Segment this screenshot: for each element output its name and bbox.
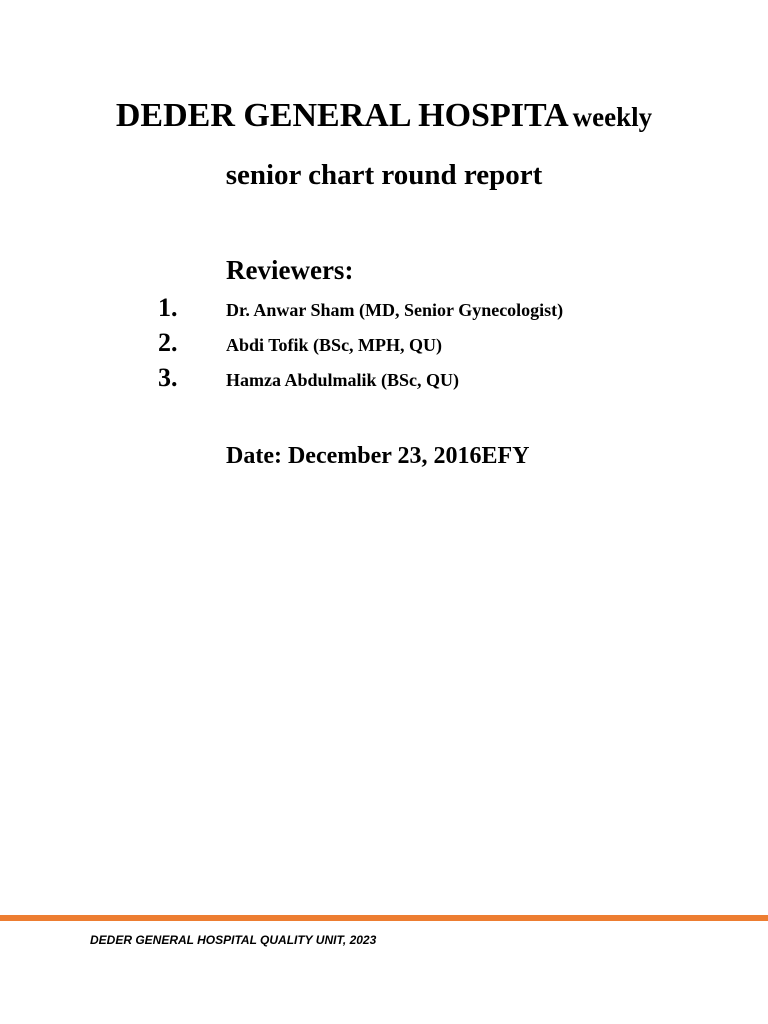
reviewers-heading: Reviewers: — [226, 255, 354, 285]
title-main: DEDER GENERAL HOSPITA — [115, 97, 569, 134]
reviewer-name: Dr. Anwar Sham (MD, Senior Gynecologist) — [226, 300, 564, 320]
reviewer-number: 1. — [158, 293, 178, 322]
reviewer-name: Abdi Tofik (BSc, MPH, QU) — [226, 335, 443, 355]
reviewer-number: 2. — [158, 328, 178, 357]
title-suffix: weekly — [572, 102, 653, 132]
document-subtitle: senior chart round report — [225, 159, 543, 191]
footer-divider — [0, 915, 768, 921]
report-date: Date: December 23, 2016EFY — [226, 443, 530, 469]
footer-text: DEDER GENERAL HOSPITAL QUALITY UNIT, 2023 — [90, 933, 377, 947]
reviewer-name: Hamza Abdulmalik (BSc, QU) — [226, 370, 460, 390]
reviewer-item — [0, 328, 768, 362]
reviewer-item — [0, 293, 768, 327]
document-title — [0, 94, 768, 144]
reviewer-item — [0, 363, 768, 397]
reviewer-number: 3. — [158, 363, 178, 392]
